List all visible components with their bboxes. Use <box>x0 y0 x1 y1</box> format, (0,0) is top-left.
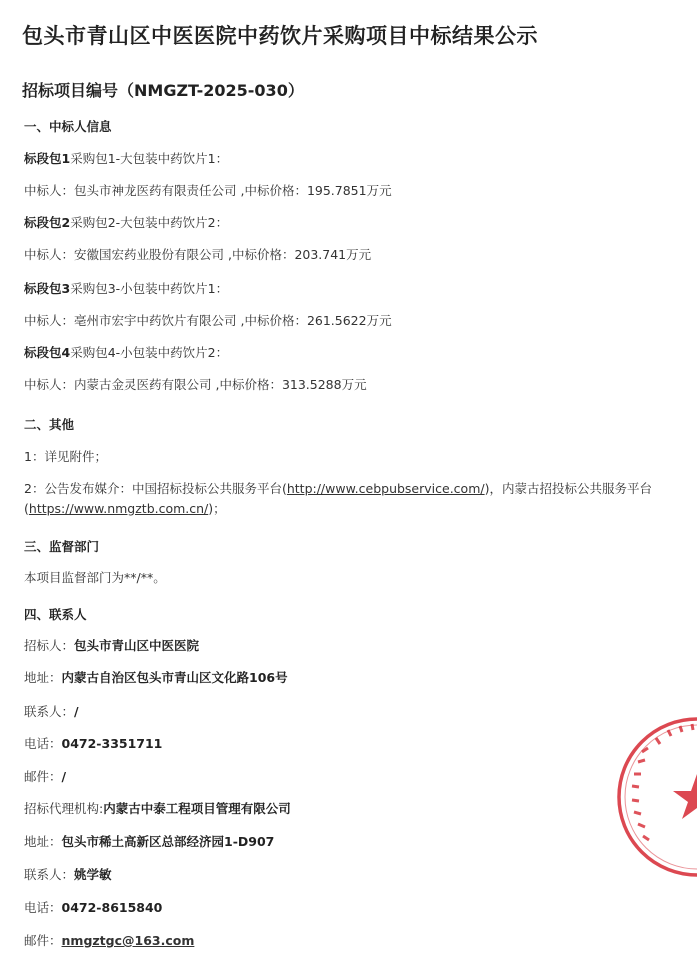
media-suffix: )； <box>208 501 226 516</box>
contact-row <box>24 670 288 686</box>
contact-label: 电话： <box>24 736 62 751</box>
contact-label: 招标人： <box>24 638 75 653</box>
contact-label: 联系人： <box>24 704 75 719</box>
contact-value: 0472-8615840 <box>61 900 163 915</box>
section-heading-winners: 一、中标人信息 <box>24 119 112 134</box>
media-open-paren: ( <box>24 501 29 516</box>
lot-2-winner: 中标人：安徽国宏药业股份有限公司 ,中标价格：203.741万元 <box>24 247 372 262</box>
lot-4-title <box>24 345 228 361</box>
contact-row <box>24 867 112 883</box>
lot-4-label: 标段包4 <box>24 345 71 360</box>
section-heading-other: 二、其他 <box>24 417 75 432</box>
contact-label: 邮件： <box>24 769 62 784</box>
contact-value: 包头市稀土高新区总部经济园1-D907 <box>61 834 275 849</box>
contact-label: 地址： <box>24 670 62 685</box>
email-link[interactable]: nmgztgc@163.com <box>61 933 195 948</box>
lot-3-label: 标段包3 <box>24 281 71 296</box>
lot-2-name: 采购包2-大包装中药饮片2： <box>70 215 229 230</box>
lot-1-title <box>24 151 228 167</box>
contact-value: 内蒙古中泰工程项目管理有限公司 <box>103 801 291 816</box>
seal-icon <box>612 712 697 882</box>
contact-label: 招标代理机构: <box>24 801 104 816</box>
contact-row <box>24 933 194 949</box>
lot-3-winner: 中标人：亳州市宏宇中药饮片有限公司 ,中标价格：261.5622万元 <box>24 313 392 328</box>
lot-1-name: 采购包1-大包装中药饮片1： <box>70 151 229 166</box>
lot-2-title <box>24 215 228 231</box>
contact-value: / <box>61 769 67 784</box>
contact-label: 地址： <box>24 834 62 849</box>
lot-4-name: 采购包4-小包装中药饮片2： <box>70 345 229 360</box>
contact-value: / <box>74 704 79 719</box>
contact-row <box>24 638 199 654</box>
lot-1-winner: 中标人：包头市神龙医药有限责任公司 ,中标价格：195.7851万元 <box>24 183 392 198</box>
contact-label: 邮件： <box>24 933 62 948</box>
project-number: 招标项目编号（NMGZT-2025-030） <box>22 81 304 100</box>
lot-4-winner: 中标人：内蒙古金灵医药有限公司 ,中标价格：313.5288万元 <box>24 377 367 392</box>
other-item-1: 1：详见附件； <box>24 449 107 464</box>
official-seal <box>612 712 697 882</box>
supervision-text: 本项目监督部门为**/**。 <box>24 570 166 585</box>
cebpubservice-link[interactable]: http://www.cebpubservice.com/ <box>286 481 485 496</box>
contact-label: 电话： <box>24 900 62 915</box>
contact-value: 包头市青山区中医医院 <box>74 638 200 653</box>
contact-row <box>24 834 274 850</box>
contact-row <box>24 736 162 752</box>
other-item-2 <box>24 479 684 519</box>
page-title: 包头市青山区中医医院中药饮片采购项目中标结果公示 <box>22 24 538 48</box>
contact-row <box>24 769 66 785</box>
contact-label: 联系人： <box>24 867 75 882</box>
lot-3-name: 采购包3-小包装中药饮片1： <box>70 281 229 296</box>
contact-row <box>24 704 79 720</box>
section-heading-contacts: 四、联系人 <box>24 607 87 622</box>
media-prefix: 2：公告发布媒介：中国招标投标公共服务平台( <box>24 481 287 496</box>
contact-value: 姚学敏 <box>74 867 112 882</box>
lot-1-label: 标段包1 <box>24 151 71 166</box>
lot-3-title <box>24 281 228 297</box>
contact-row <box>24 801 291 817</box>
media-middle: )，内蒙古招投标公共服务平台 <box>484 481 652 496</box>
contact-row <box>24 900 162 916</box>
lot-2-label: 标段包2 <box>24 215 71 230</box>
contact-value: 0472-3351711 <box>61 736 163 751</box>
section-heading-supervision: 三、监督部门 <box>24 539 100 554</box>
nmgztb-link[interactable]: https://www.nmgztb.com.cn/ <box>28 501 209 516</box>
contact-value: 内蒙古自治区包头市青山区文化路106号 <box>61 670 288 685</box>
